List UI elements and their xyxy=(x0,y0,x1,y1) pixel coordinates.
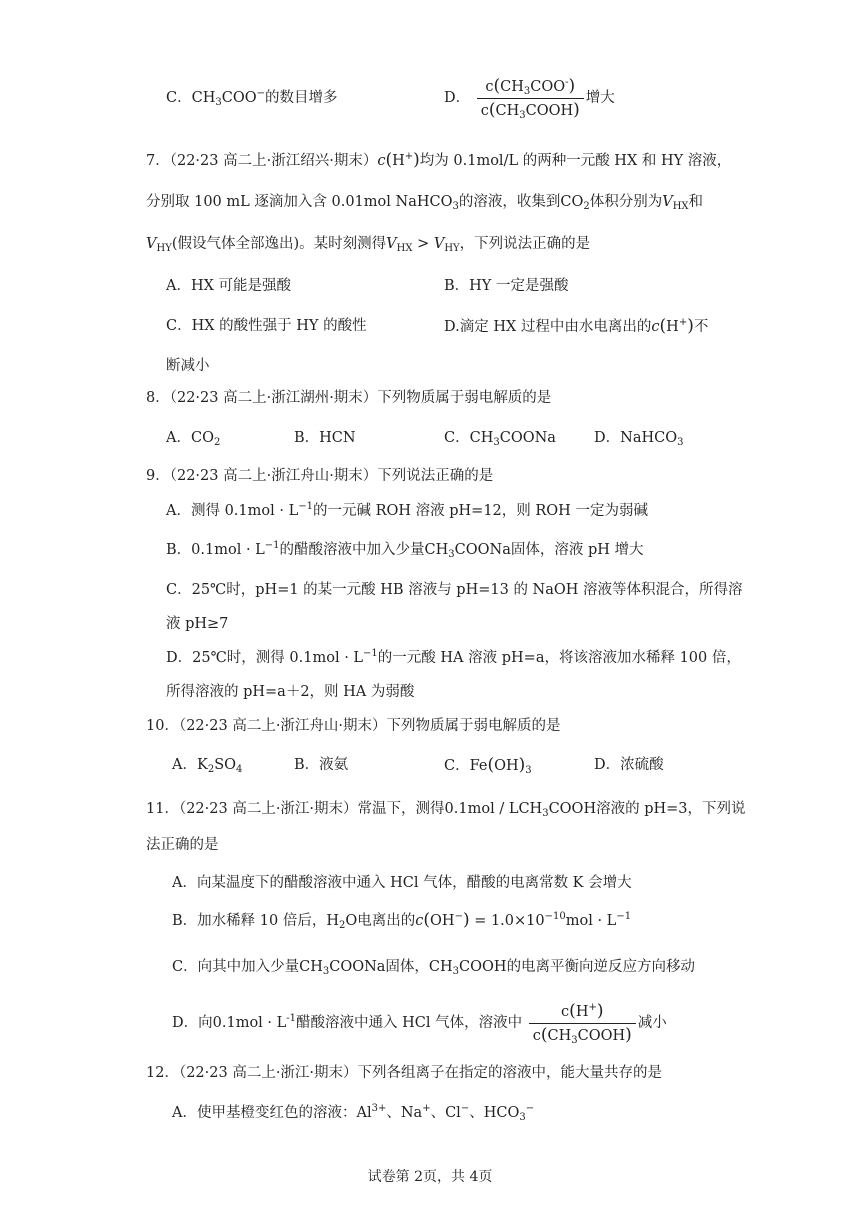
fraction: $\frac{c(CH_3COO^-)}{c(CH_3COOH)}$ xyxy=(477,77,584,120)
q7-option-d-cont: 断减小 xyxy=(166,358,210,374)
q11-option-c: C．向其中加入少量$CH_3COONa$固体，$CH_3COOH$的电离平衡向逆反应方向移动 xyxy=(172,959,696,977)
page-footer: 试卷第 2页，共 4页 xyxy=(367,1169,493,1185)
q9-option-d: D．25℃时，测得 $0.1mol \cdot L^{-1}$的一元酸 HA 溶液 pH=a，将该溶液加水稀释 100 倍， xyxy=(166,648,741,666)
q9-option-b: B．$0.1mol \cdot L^{-1}$的醋酸溶液中加入少量$CH_3COONa$固体，溶液 pH 增大 xyxy=(166,540,644,560)
q10-option-b: B．液氨 xyxy=(294,757,349,773)
q8-option-a: A．$CO_2$ xyxy=(166,430,221,448)
q11-stem-line1: 11．（22·23 高二上·浙江·期末）常温下，测得$0.1mol / LCH_3COOH$溶液的 pH=3，下列说 xyxy=(146,801,746,819)
q8-option-c: C．$CH_3COONa$ xyxy=(444,430,556,448)
q9-option-d-cont: 所得溶液的 pH=a＋2，则 HA 为弱酸 xyxy=(166,684,415,700)
q7-option-a: A．HX 可能是强酸 xyxy=(166,278,292,294)
q9-option-a: A．测得 $0.1mol \cdot L^{-1}$的一元碱 ROH 溶液 pH=12，则 ROH 一定为弱碱 xyxy=(166,501,648,519)
q7-option-c: C．HX 的酸性强于 HY 的酸性 xyxy=(166,318,367,334)
q11-stem-line2: 法正确的是 xyxy=(146,837,219,853)
q7-option-b: B．HY 一定是强酸 xyxy=(444,278,569,294)
fraction: $\frac{c(H^+)}{c(CH_3COOH)}$ xyxy=(529,1002,636,1045)
q6-option-d: D． $\frac{c(CH_3COO^-)}{c(CH_3COOH)}$ 增大 xyxy=(444,75,615,121)
q11-option-b: B．加水稀释 10 倍后，$H_2O$电离出的$c(OH^-) = 1.0\times 10^{-10}mol \cdot L^{-1}$ xyxy=(172,910,632,931)
q9-stem: 9．（22·23 高二上·浙江舟山·期末）下列说法正确的是 xyxy=(146,468,494,484)
q6-option-c: C．$CH_3COO^-$的数目增多 xyxy=(166,88,338,108)
q12-stem: 12．（22·23 高二上·浙江·期末）下列各组离子在指定的溶液中，能大量共存的是 xyxy=(146,1065,663,1081)
q11-option-a: A．向某温度下的醋酸溶液中通入 HCl 气体，醋酸的电离常数 K 会增大 xyxy=(172,875,632,891)
q10-stem: 10．（22·23 高二上·浙江舟山·期末）下列物质属于弱电解质的是 xyxy=(146,718,561,734)
q9-option-c-cont: 液 pH≥7 xyxy=(166,616,229,632)
q7-stem-line2: 分别取 100 mL 逐滴加入含 0.01mol NaHCO$_3$的溶液，收集到$CO_2$体积分别为$V_{HX}$和 xyxy=(146,194,704,212)
q7-option-d: D.滴定 HX 过程中由水电离出的c(H+)不 xyxy=(444,316,709,336)
q7-stem-line3: $V_{HY}$(假设气体全部逸出)。某时刻测得$V_{HX} > V_{HY}$，下列说法正确的是 xyxy=(146,236,591,254)
q9-option-c: C．25℃时，pH=1 的某一元酸 HB 溶液与 pH=13 的 NaOH 溶液等体积混合，所得溶 xyxy=(166,582,743,598)
q8-stem: 8．（22·23 高二上·浙江湖州·期末）下列物质属于弱电解质的是 xyxy=(146,390,552,406)
q8-option-b: B．HCN xyxy=(294,430,356,446)
q10-option-d: D．浓硫酸 xyxy=(594,757,664,773)
q7-stem-line1: 7．（22·23 高二上·浙江绍兴·期末）c(H+)均为 0.1mol/L 的两种一元酸 HX 和 HY 溶液， xyxy=(146,150,732,170)
q10-option-c: C．$Fe(OH)_3$ xyxy=(444,755,532,776)
q11-option-d: D．向$0.1mol \cdot L^{-1}$醋酸溶液中通入 HCl 气体，溶液中 $\frac{c(H^+)}{c(CH_3COOH)}$ 减小 xyxy=(172,1000,667,1046)
q12-option-a: A．使甲基橙变红色的溶液：$Al^{3+}$、Na+、Cl−、$HCO_3^-$ xyxy=(172,1103,535,1123)
q10-option-a: A．$K_2SO_4$ xyxy=(172,757,243,775)
q8-option-d: D．NaHCO$_3$ xyxy=(594,430,684,448)
